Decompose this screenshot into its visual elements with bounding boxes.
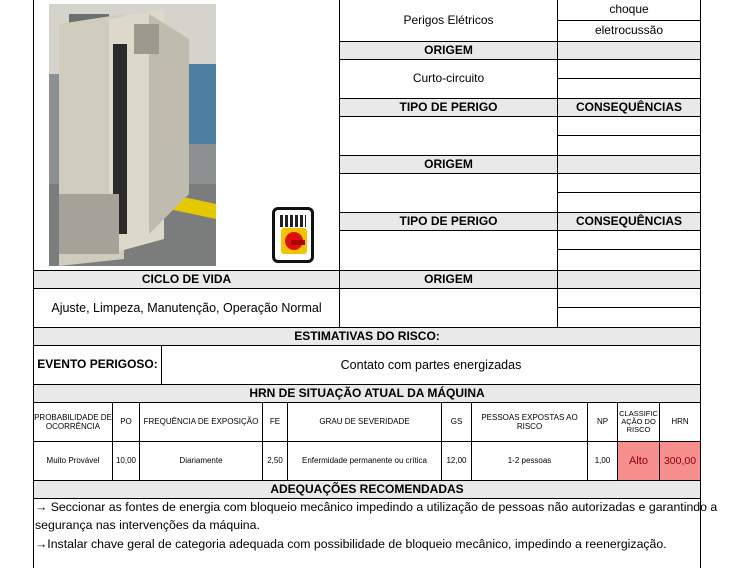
tipo-perigo-value-2: [339, 230, 558, 271]
gs-full-header: GRAU DE SEVERIDADE: [287, 402, 442, 442]
consequencia-eletrocussao: eletrocussão: [557, 20, 701, 42]
perigos-eletricos-cell: Perigos Elétricos: [339, 0, 558, 42]
hrn-header: HRN: [659, 402, 701, 442]
tipo-perigo-header: TIPO DE PERIGO: [339, 98, 558, 117]
blank-cell: [557, 192, 701, 213]
blank-header: [557, 41, 701, 60]
blank-cell: [557, 288, 701, 308]
adequacao-line-2: segurança nas intervenções da máquina.: [35, 518, 260, 532]
ciclo-vida-header: CICLO DE VIDA: [33, 270, 340, 289]
blank-cell: [557, 59, 701, 79]
fe-header: FE: [262, 402, 288, 442]
np-header: NP: [587, 402, 618, 442]
np-text: 1-2 pessoas: [471, 441, 588, 481]
gs-text: Enfermidade permanente ou crítica: [287, 441, 442, 481]
origem-header: ORIGEM: [339, 41, 558, 60]
blank-header: [557, 270, 701, 289]
po-value: 10,00: [112, 441, 140, 481]
fe-text: Diariamente: [139, 441, 263, 481]
np-value: 1,00: [587, 441, 618, 481]
origem-value: Curto-circuito: [339, 59, 558, 99]
np-full-header: PESSOAS EXPOSTAS AO RISCO: [471, 402, 588, 442]
consequencia-choque: choque: [557, 0, 701, 21]
tipo-perigo-header-2: TIPO DE PERIGO: [339, 212, 558, 231]
blank-cell: [557, 173, 701, 193]
blank-header: [557, 155, 701, 174]
po-full-header: PROBABILIDADE DE OCORRÊNCIA: [33, 402, 113, 442]
fe-value: 2,50: [262, 441, 288, 481]
photo-cell: [33, 0, 340, 270]
classificacao-header: CLASSIFIC AÇÃO DO RISCO: [617, 402, 660, 442]
consequencias-header-2: CONSEQUÊNCIAS: [557, 212, 701, 231]
blank-cell: [557, 249, 701, 271]
blank-cell: [557, 307, 701, 328]
adequacao-line-1: → Seccionar as fontes de energia com bloqueio mecânico impedindo a utilização de pessoas não autorizadas e garantindo a: [35, 500, 718, 514]
ciclo-vida-value: Ajuste, Limpeza, Manutenção, Operação Normal: [33, 288, 340, 328]
evento-perigoso-label: EVENTO PERIGOSO:: [33, 345, 162, 385]
gs-value: 12,00: [441, 441, 472, 481]
tipo-perigo-value: [339, 116, 558, 156]
origem-header-3: ORIGEM: [339, 270, 558, 289]
adequacoes-body: [33, 498, 718, 568]
blank-cell: [557, 78, 701, 99]
origem-header-2: ORIGEM: [339, 155, 558, 174]
main-switch-icon: [272, 207, 314, 263]
origem-value-2: [339, 173, 558, 213]
adequacao-line-3: →Instalar chave geral de categoria adequada com possibilidade de bloqueio mecânico, impedindo a reenergização.: [35, 537, 667, 551]
risk-class-badge: Alto: [617, 441, 660, 481]
po-header: PO: [112, 402, 140, 442]
hrn-value: 300,00: [659, 441, 701, 481]
consequencias-header: CONSEQUÊNCIAS: [557, 98, 701, 117]
hrn-title: HRN DE SITUAÇÃO ATUAL DA MÁQUINA: [33, 384, 701, 403]
origem-value-3: [339, 288, 558, 328]
blank-cell: [557, 230, 701, 250]
blank-cell: [557, 116, 701, 136]
machine-photo: [49, 4, 216, 266]
adequacoes-title: ADEQUAÇÕES RECOMENDADAS: [33, 480, 701, 499]
blank-cell: [557, 135, 701, 156]
gs-header: GS: [441, 402, 472, 442]
estimativas-title: ESTIMATIVAS DO RISCO:: [33, 327, 701, 346]
evento-perigoso-value: Contato com partes energizadas: [161, 345, 701, 385]
fe-full-header: FREQUÊNCIA DE EXPOSIÇÃO: [139, 402, 263, 442]
po-text: Muito Provável: [33, 441, 113, 481]
